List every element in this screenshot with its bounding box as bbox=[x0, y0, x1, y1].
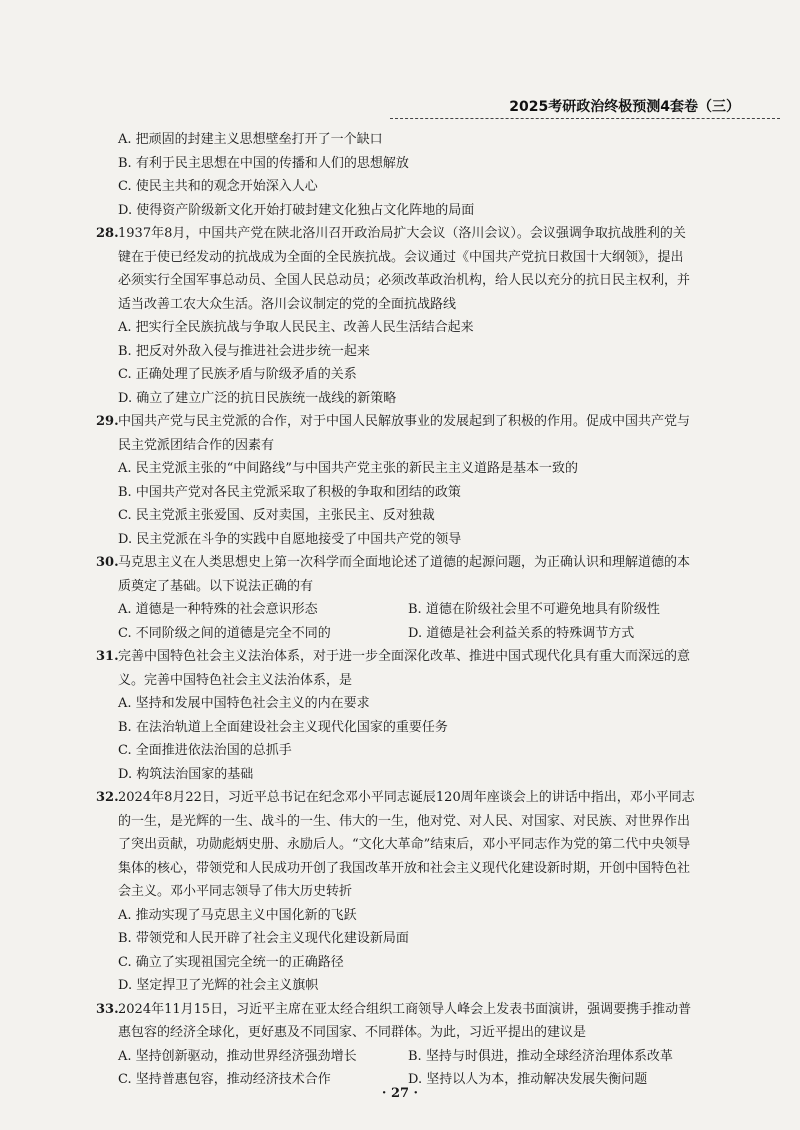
option-c: C. 民主党派主张爱国、反对卖国，主张民主、反对独裁 bbox=[118, 508, 435, 523]
option-a: A. 把实行全民族抗战与争取人民民主、改善人民生活结合起来 bbox=[118, 320, 474, 335]
option-c: C. 确立了实现祖国完全统一的正确路径 bbox=[118, 954, 344, 970]
option-b: B. 中国共产党对各民主党派采取了积极的争取和团结的政策 bbox=[118, 484, 461, 500]
option-d: D. 道德是社会利益关系的特殊调节方式 bbox=[408, 625, 635, 641]
option-b: B. 把反对外敌入侵与推进社会进步统一起来 bbox=[118, 343, 370, 359]
option-row bbox=[96, 1045, 696, 1069]
option-row bbox=[96, 598, 696, 622]
option-a: A. 推动实现了马克思主义中国化新的飞跃 bbox=[118, 907, 357, 923]
option-a: A. 坚持和发展中国特色社会主义的内在要求 bbox=[118, 696, 370, 711]
question-stem bbox=[96, 998, 696, 1045]
option-b: B. 在法治轨道上全面建设社会主义现代化国家的重要任务 bbox=[118, 719, 448, 735]
option-d: D. 构筑法治国家的基础 bbox=[118, 766, 254, 782]
option-d: D. 坚定捍卫了光辉的社会主义旗帜 bbox=[118, 978, 319, 993]
question-stem bbox=[96, 786, 696, 904]
option-a: A. 坚持创新驱动，推动世界经济强劲增长 bbox=[118, 1048, 357, 1064]
option-b: B. 道德在阶级社会里不可避免地具有阶级性 bbox=[408, 602, 660, 617]
option-c: C. 不同阶级之间的道德是完全不同的 bbox=[118, 625, 331, 641]
option-row bbox=[96, 622, 696, 646]
question-29 bbox=[96, 410, 696, 551]
option-b: B. 坚持与时俱进，推动全球经济治理体系改革 bbox=[408, 1048, 673, 1064]
question-stem-text: 马克思主义在人类思想史上第一次科学而全面地论述了道德的起源问题，为正确认识和理解道德的本质奠定了基础。以下说法正确的有 bbox=[118, 555, 691, 594]
question-32 bbox=[96, 786, 696, 998]
question-number: 29. bbox=[96, 414, 119, 429]
question-31 bbox=[96, 645, 696, 786]
page-header-title: 2025考研政治终极预测4套卷（三） bbox=[509, 99, 740, 115]
page-number: · 27 · bbox=[381, 1086, 419, 1101]
question-number: 33. bbox=[96, 1001, 119, 1017]
option-b: B. 有利于民主思想在中国的传播和人们的思想解放 bbox=[118, 155, 409, 171]
option-c: C. 使民主共和的观念开始深入人心 bbox=[118, 179, 318, 194]
option-d: D. 民主党派在斗争的实践中自愿地接受了中国共产党的领导 bbox=[118, 531, 462, 547]
question-stem bbox=[96, 410, 696, 457]
question-stem bbox=[96, 551, 696, 598]
question-stem-text: 1937年8月，中国共产党在陕北洛川召开政治局扩大会议（洛川会议）。会议强调争取抗战胜利的关键在于使已经发动的抗战成为全面的全民族抗战。会议通过《中国共产党抗日救国十大纲领》，提出必须实行全国军事总动员、全国人民总动员；必须改革政治机构，给人民以充分的抗日民主权利，并适当改善工农大众生活。洛川会议制定的党的全面抗战路线 bbox=[118, 226, 691, 312]
header-divider bbox=[390, 118, 780, 119]
question-33 bbox=[96, 998, 696, 1092]
question-stem-text: 2024年11月15日，习近平主席在亚太经合组织工商领导人峰会上发表书面演讲，强调要携手推动普惠包容的经济全球化，更好惠及不同国家、不同群体。为此，习近平提出的建议是 bbox=[118, 1001, 692, 1040]
option-a: A. 道德是一种特殊的社会意识形态 bbox=[118, 602, 318, 617]
question-number: 32. bbox=[96, 790, 119, 805]
question-list bbox=[96, 128, 696, 1092]
option-c: C. 坚持普惠包容，推动经济技术合作 bbox=[118, 1072, 331, 1087]
option-d: D. 确立了建立广泛的抗日民族统一战线的新策略 bbox=[118, 390, 397, 406]
question-stem-text: 完善中国特色社会主义法治体系，对于进一步全面深化改革、推进中国式现代化具有重大而深远的意义。完善中国特色社会主义法治体系，是 bbox=[118, 649, 691, 688]
option-d: D. 使得资产阶级新文化开始打破封建文化独占文化阵地的局面 bbox=[118, 202, 475, 218]
question-number: 31. bbox=[96, 649, 119, 664]
question-30 bbox=[96, 551, 696, 645]
question-28 bbox=[96, 222, 696, 410]
question-stem bbox=[96, 222, 696, 316]
question-27-options bbox=[96, 128, 696, 222]
question-number: 30. bbox=[96, 555, 119, 570]
question-stem-text: 2024年8月22日，习近平总书记在纪念邓小平同志诞辰120周年座谈会上的讲话中指出，邓小平同志的一生，是光辉的一生、战斗的一生、伟大的一生，他对党、对人民、对国家、对民族、对世界作出了突出贡献，功勋彪炳史册、永励后人。“文化大革命”结束后，邓小平同志作为党的第二代中央领导集体的核心，带领党和人民成功开创了我国改革开放和社会主义现代化建设新时期，开创中国特色社会主义。邓小平同志领导了伟大历史转折 bbox=[118, 790, 695, 899]
question-number: 28. bbox=[96, 226, 119, 241]
question-stem-text: 中国共产党与民主党派的合作，对于中国人民解放事业的发展起到了积极的作用。促成中国共产党与民主党派团结合作的因素有 bbox=[118, 414, 691, 453]
option-c: C. 全面推进依法治国的总抓手 bbox=[118, 743, 292, 758]
option-c: C. 正确处理了民族矛盾与阶级矛盾的关系 bbox=[118, 367, 357, 382]
option-d: D. 坚持以人为本，推动解决发展失衡问题 bbox=[408, 1072, 648, 1087]
question-stem bbox=[96, 645, 696, 692]
option-a: A. 把顽固的封建主义思想壁垒打开了一个缺口 bbox=[118, 132, 383, 147]
option-b: B. 带领党和人民开辟了社会主义现代化建设新局面 bbox=[118, 931, 409, 946]
option-a: A. 民主党派主张的“中间路线”与中国共产党主张的新民主主义道路是基本一致的 bbox=[118, 461, 578, 476]
